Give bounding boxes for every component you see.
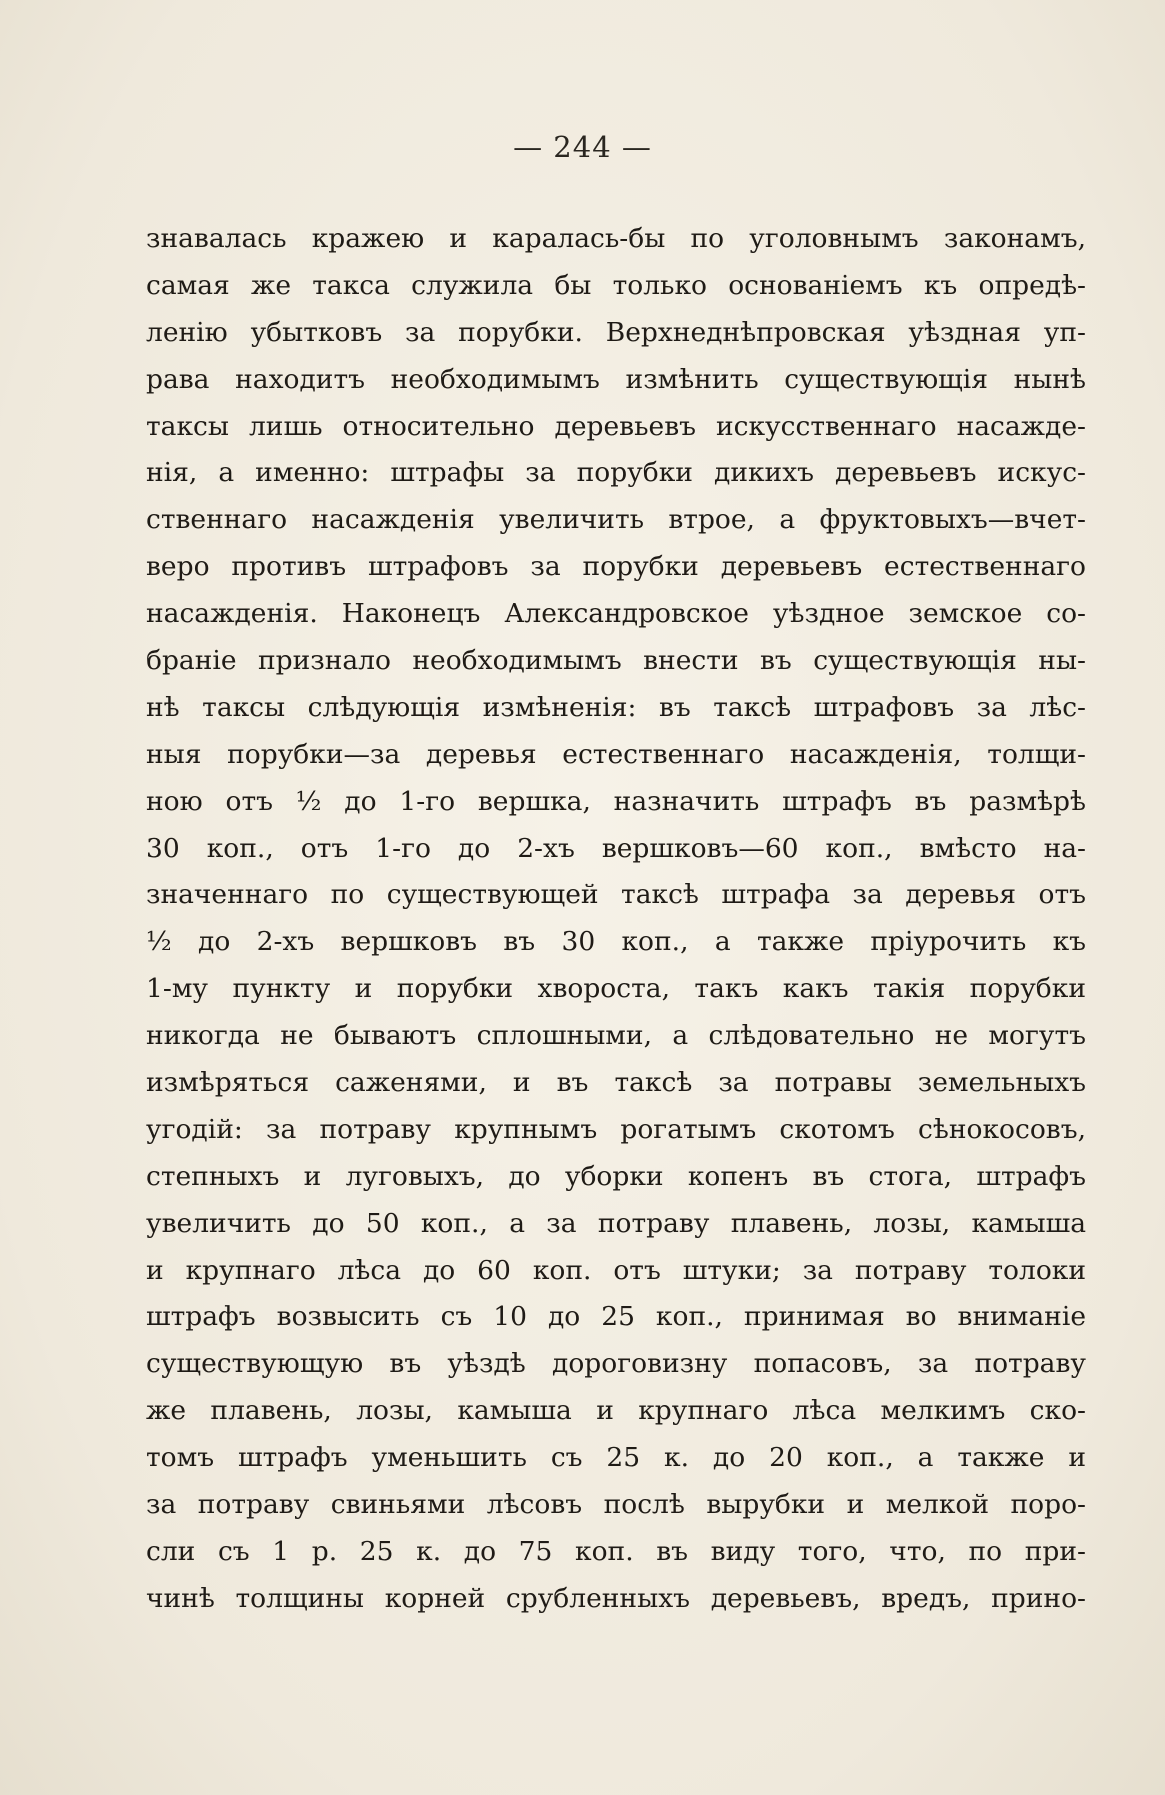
text-line: 30 коп., отъ 1-го до 2-хъ вершковъ—60 коп., вмѣсто на-: [146, 832, 1086, 864]
text-line: ½ до 2-хъ вершковъ въ 30 коп., а также пріурочить къ: [146, 926, 1086, 958]
text-line: и крупнаго лѣса до 60 коп. отъ штуки; за потраву толоки: [146, 1254, 1086, 1286]
text-line: существующую въ уѣздѣ дороговизну попасовъ, за потраву: [146, 1348, 1086, 1380]
text-line: знавалась кражею и каралась-бы по уголовнымъ законамъ,: [146, 223, 1086, 254]
text-line: самая же такса служила бы только основаніемъ къ опредѣ-: [146, 269, 1086, 301]
text-line: ственнаго насажденія увеличить втрое, а фруктовыхъ—вчет-: [146, 504, 1086, 536]
text-line: же плавень, лозы, камыша и крупнаго лѣса мелкимъ ско-: [146, 1395, 1086, 1427]
text-line: веро противъ штрафовъ за порубки деревьевъ естественнаго: [146, 551, 1086, 583]
text-line: ною отъ ½ до 1-го вершка, назначить штрафъ въ размѣрѣ: [146, 785, 1086, 817]
body-text: [146, 216, 1086, 1623]
text-line: значеннаго по существующей таксѣ штрафа за деревья отъ: [146, 879, 1086, 911]
text-line: томъ штрафъ уменьшить съ 25 к. до 20 коп., а также и: [146, 1442, 1086, 1474]
text-line: сли съ 1 р. 25 к. до 75 коп. въ виду того, что, по при-: [146, 1535, 1086, 1567]
text-line: насажденія. Наконецъ Александровское уѣздное земское со-: [146, 598, 1086, 630]
text-line: угодій: за потраву крупнымъ рогатымъ скотомъ сѣнокосовъ,: [146, 1113, 1086, 1145]
text-line: браніе признало необходимымъ внести въ существующія ны-: [146, 645, 1086, 677]
text-line: чинѣ толщины корней срубленныхъ деревьевъ, вредъ, прино-: [146, 1582, 1086, 1614]
text-line: ленію убытковъ за порубки. Верхнеднѣпровская уѣздная уп-: [146, 316, 1086, 348]
text-line: рава находитъ необходимымъ измѣнить существующія нынѣ: [146, 363, 1086, 395]
text-line: нія, а именно: штрафы за порубки дикихъ деревьевъ искус-: [146, 457, 1086, 489]
text-line: за потраву свиньями лѣсовъ послѣ вырубки и мелкой поро-: [146, 1489, 1086, 1521]
text-line: ныя порубки—за деревья естественнаго насажденія, толщи-: [146, 738, 1086, 770]
text-line: нѣ таксы слѣдующія измѣненія: въ таксѣ штрафовъ за лѣс-: [146, 691, 1086, 723]
text-line: увеличить до 50 коп., а за потраву плавень, лозы, камыша: [146, 1207, 1086, 1239]
text-line: степныхъ и луговыхъ, до уборки копенъ въ стога, штрафъ: [146, 1160, 1086, 1192]
text-line: никогда не бываютъ сплошными, а слѣдовательно не могутъ: [146, 1020, 1086, 1052]
text-line: таксы лишь относительно деревьевъ искусственнаго насажде-: [146, 410, 1086, 442]
page-number: — 244 —: [513, 130, 652, 164]
text-line: штрафъ возвысить съ 10 до 25 коп., принимая во вниманіе: [146, 1301, 1086, 1333]
text-line: измѣряться саженями, и въ таксѣ за потравы земельныхъ: [146, 1067, 1086, 1099]
text-line: 1-му пункту и порубки хвороста, такъ какъ такія порубки: [146, 973, 1086, 1005]
